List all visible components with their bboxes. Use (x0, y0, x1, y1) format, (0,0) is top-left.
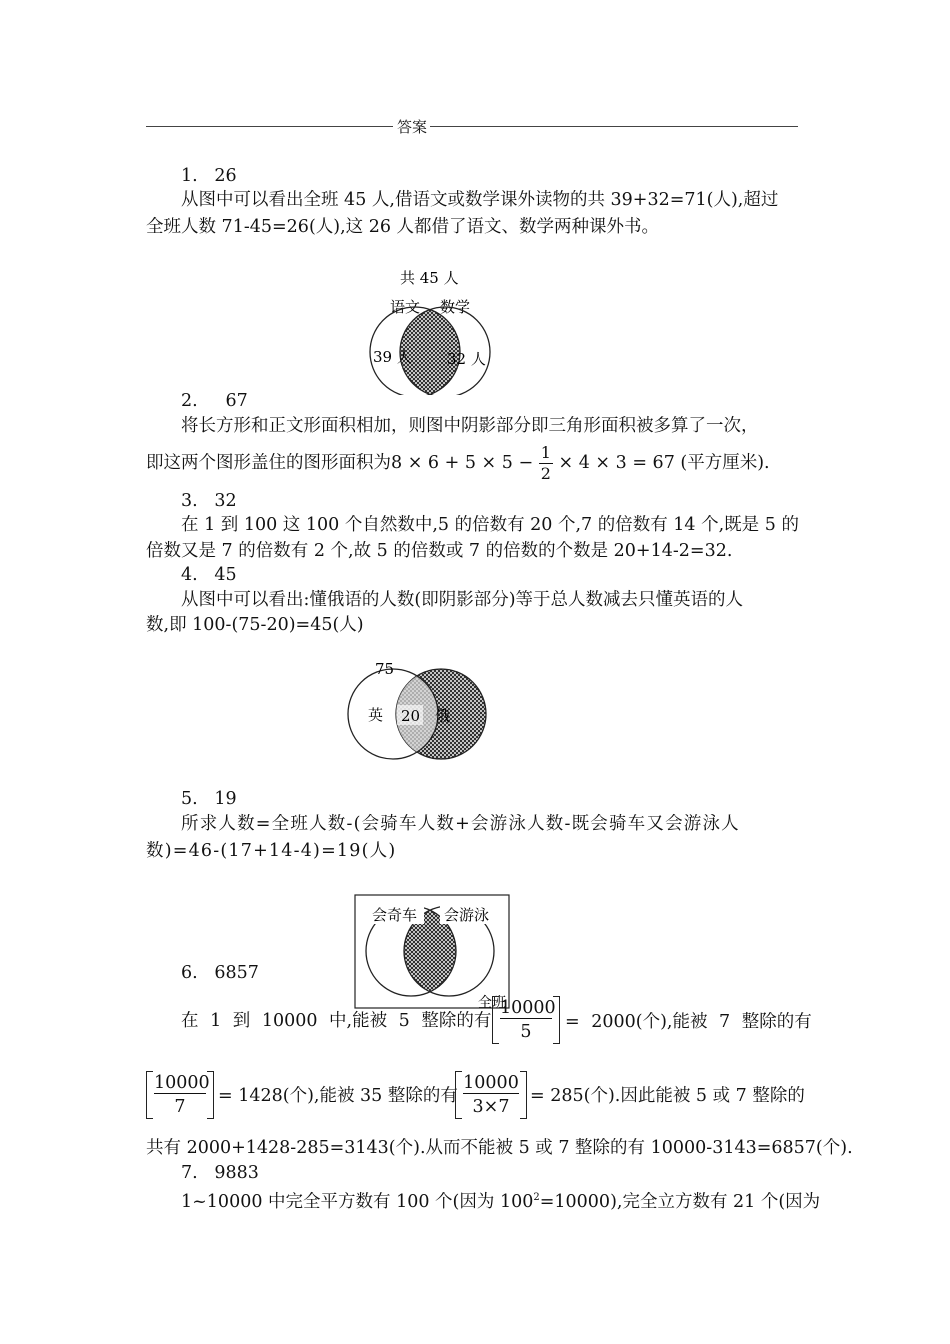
q5-venn-right-label: 会游泳 (444, 906, 490, 924)
q6-bracket3 (455, 1071, 527, 1119)
q2-line2-prefix: 即这两个图形盖住的图形面积为 (146, 453, 391, 473)
q2-line2-suffix: (平方厘米). (680, 453, 770, 473)
q4-venn-top-label: 75 (375, 660, 395, 678)
q7-line1-a: 1~10000 中完全平方数有 100 个(因为 100 (181, 1191, 534, 1212)
q6-f3-num: 10000 (463, 1073, 519, 1093)
q1-venn-title: 共 45 人 (400, 269, 459, 287)
q6-f1-num: 10000 (500, 998, 556, 1018)
q1-venn-diagram (360, 265, 510, 395)
q4-venn-right-label: 俄 (435, 707, 451, 725)
q6-f2-den: 7 (174, 1097, 186, 1117)
q3-text-line1: 在 1 到 100 这 100 个自然数中,5 的倍数有 20 个,7 的倍数有 14 个,既是 5 的 (181, 515, 799, 535)
q2-expr-b: × 4 × 3 = 67 (558, 453, 675, 473)
q6-f1-result: = 2000(个),能被 7 整除的有 (565, 1012, 812, 1032)
q2-fraction (539, 443, 553, 484)
q1-venn-right-value: 32 人 (447, 350, 486, 368)
q4-venn-left-label: 英 (368, 706, 384, 724)
header-rule-right (430, 126, 798, 127)
q6-f2-result: = 1428(个),能被 35 整除的有 (218, 1086, 458, 1106)
q1-venn-right-label: 数学 (440, 298, 471, 316)
q1-venn-left-value: 39 人 (373, 348, 412, 366)
q7-heading: 7. 9883 (181, 1163, 259, 1183)
q5-heading: 5. 19 (181, 789, 237, 809)
q2-expr-a: 8 × 6 + 5 × 5 − (391, 453, 534, 473)
q5-venn-diagram (354, 894, 514, 1014)
q3-heading: 3. 32 (181, 491, 237, 511)
q5-text-line2: 数)=46-(17+14-4)=19(人) (146, 841, 397, 861)
q3-text-line2: 倍数又是 7 的倍数有 2 个,故 5 的倍数或 7 的倍数的个数是 20+14-2=32. (146, 541, 733, 561)
q1-heading: 1. 26 (181, 166, 237, 186)
q4-heading: 4. 45 (181, 565, 237, 585)
q2-heading: 2. 67 (181, 391, 248, 411)
q4-text-line2: 数,即 100-(75-20)=45(人) (146, 615, 364, 635)
q6-bracket1 (492, 996, 560, 1044)
q6-line1-prefix: 在 1 到 10000 中,能被 5 整除的有 (181, 1011, 492, 1031)
q2-text-line1: 将长方形和正文形面积相加，则图中阴影部分即三角形面积被多算了一次， (181, 416, 759, 436)
q1-venn-left-label: 语文 (390, 298, 421, 316)
q5-text-line1: 所求人数=全班人数-(会骑车人数+会游泳人数-既会骑车又会游泳人 (181, 814, 740, 834)
q2-text-line2 (146, 442, 770, 484)
q6-bracket2 (146, 1071, 214, 1119)
q2-frac-den: 2 (540, 464, 551, 483)
q7-line1-sup: 2 (533, 1192, 540, 1203)
header-rule-left (146, 126, 393, 127)
q1-text-line2: 全班人数 71-45=26(人),这 26 人都借了语文、数学两种课外书。 (146, 217, 660, 237)
q4-text-line1: 从图中可以看出:懂俄语的人数(即阴影部分)等于总人数减去只懂英语的人 (181, 590, 744, 610)
q6-f3-den: 3×7 (472, 1097, 510, 1117)
q2-frac-num: 1 (540, 443, 551, 462)
q6-text-line3: 共有 2000+1428-285=3143(个).从而不能被 5 或 7 整除的有 10000-3143=6857(个). (146, 1138, 853, 1158)
q5-venn-left-label: 会奇车 (372, 906, 418, 924)
q6-f2-num: 10000 (154, 1073, 210, 1093)
q1-text-line1: 从图中可以看出全班 45 人,借语文或数学课外读物的共 39+32=71(人),超过 (181, 190, 779, 210)
q7-line1-b: =10000),完全立方数有 21 个(因为 (539, 1191, 821, 1212)
q4-venn-center-label: 20 (401, 707, 421, 725)
header-title: 答案 (397, 118, 428, 136)
q6-f3-result: = 285(个).因此能被 5 或 7 整除的 (530, 1086, 805, 1106)
q4-venn-diagram (335, 655, 495, 765)
q5-venn-bottom-label: 全班 (478, 995, 506, 1011)
q6-f1-den: 5 (520, 1022, 532, 1042)
q7-text-line1 (181, 1187, 820, 1213)
q6-heading: 6. 6857 (181, 963, 259, 983)
